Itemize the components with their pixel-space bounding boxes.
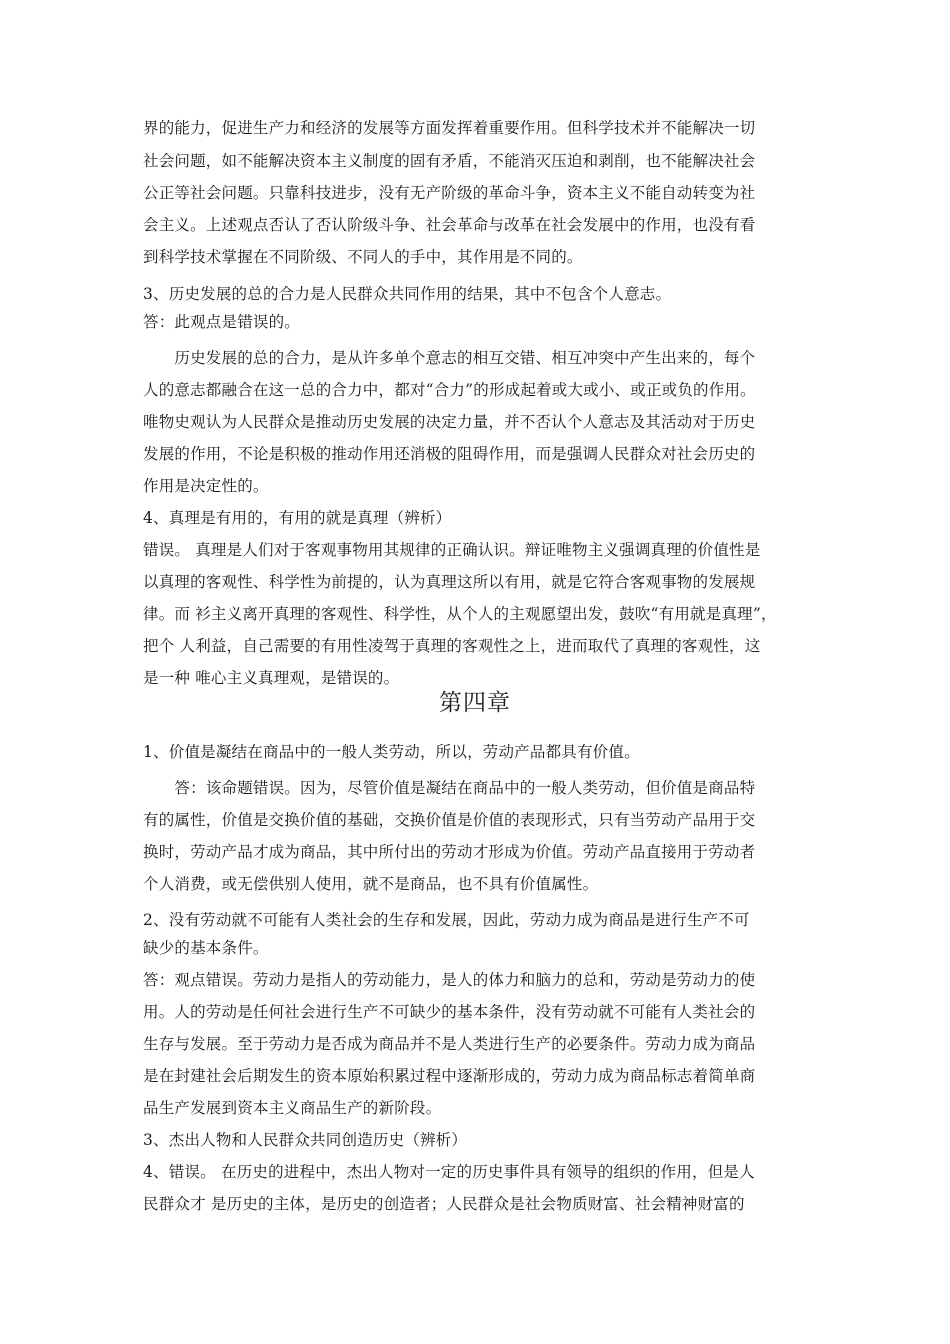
text-line: 到科学技术掌握在不同阶级、不同人的手中，其作用是不同的。 xyxy=(143,248,583,266)
text-line: 是一种 唯心主义真理观，是错误的。 xyxy=(143,669,400,687)
text-line: 品生产发展到资本主义商品生产的新阶段。 xyxy=(143,1099,442,1117)
answer-line: 答：该命题错误。因为，尽管价值是凝结在商品中的一般人类劳动，但价值是商品特 xyxy=(143,779,756,797)
answer-line: 错误。 真理是人们对于客观事物用其规律的正确认识。辩证唯物主义强调真理的价值性是 xyxy=(143,541,761,559)
text-line: 社会问题，如不能解决资本主义制度的固有矛盾，不能消灭压迫和剥削，也不能解决社会 xyxy=(143,152,756,170)
text-line: 律。而 衫主义离开真理的客观性、科学性，从个人的主观愿望出发，鼓吹“有用就是真理”， xyxy=(143,605,777,623)
question-line: 3、杰出人物和人民群众共同创造历史（辨析） xyxy=(143,1131,468,1149)
text-line: 换时，劳动产品才成为商品，其中所付出的劳动才形成为价值。劳动产品直接用于劳动者 xyxy=(143,843,756,861)
question-line: 4、真理是有用的，有用的就是真理（辨析） xyxy=(143,509,452,527)
answer-line: 答：此观点是错误的。 xyxy=(143,313,301,331)
text-line: 人的意志都融合在这一总的合力中，都对“合力”的形成起着或大或小、或正或负的作用。 xyxy=(143,381,756,399)
question-line: 2、没有劳动就不可能有人类社会的生存和发展，因此，劳动力成为商品是进行生产不可 xyxy=(143,911,750,929)
text-line: 公正等社会问题。只靠科技进步，没有无产阶级的革命斗争，资本主义不能自动转变为社 xyxy=(143,184,756,202)
text-line: 民群众才 是历史的主体，是历史的创造者；人民群众是社会物质财富、社会精神财富的 xyxy=(143,1195,745,1213)
text-line: 生存与发展。至于劳动力是否成为商品并不是人类进行生产的必要条件。劳动力成为商品 xyxy=(143,1035,756,1053)
answer-line: 答：观点错误。劳动力是指人的劳动能力，是人的体力和脑力的总和，劳动是劳动力的使 xyxy=(143,971,756,989)
text-line: 以真理的客观性、科学性为前提的，认为真理这所以有用，就是它符合客观事物的发展规 xyxy=(143,573,756,591)
question-line: 3、历史发展的总的合力是人民群众共同作用的结果，其中不包含个人意志。 xyxy=(143,285,672,303)
text-line: 界的能力，促进生产力和经济的发展等方面发挥着重要作用。但科学技术并不能解决一切 xyxy=(143,119,756,137)
text-line: 唯物史观认为人民群众是推动历史发展的决定力量，并不否认个人意志及其活动对于历史 xyxy=(143,413,756,431)
text-line: 缺少的基本条件。 xyxy=(143,939,269,957)
text-line: 历史发展的总的合力，是从许多单个意志的相互交错、相互冲突中产生出来的，每个 xyxy=(143,349,756,367)
question-line: 1、价值是凝结在商品中的一般人类劳动，所以，劳动产品都具有价值。 xyxy=(143,743,640,761)
text-line: 有的属性，价值是交换价值的基础，交换价值是价值的表现形式，只有当劳动产品用于交 xyxy=(143,811,756,829)
text-line: 会主义。上述观点否认了否认阶级斗争、社会革命与改革在社会发展中的作用，也没有看 xyxy=(143,216,756,234)
text-line: 作用是决定性的。 xyxy=(143,477,269,495)
text-line: 个人消费，或无偿供别人使用，就不是商品，也不具有价值属性。 xyxy=(143,875,599,893)
chapter-heading: 第四章 xyxy=(439,690,511,716)
text-line: 发展的作用，不论是积极的推动作用还消极的阻碍作用，而是强调人民群众对社会历史的 xyxy=(143,445,756,463)
text-line: 是在封建社会后期发生的资本原始积累过程中逐渐形成的，劳动力成为商品标志着简单商 xyxy=(143,1067,756,1085)
text-line: 把个 人利益，自己需要的有用性凌驾于真理的客观性之上，进而取代了真理的客观性，这 xyxy=(143,637,761,655)
answer-line: 4、错误。 在历史的进程中，杰出人物对一定的历史事件具有领导的组织的作用，但是人 xyxy=(143,1163,755,1181)
text-line: 用。人的劳动是任何社会进行生产不可缺少的基本条件，没有劳动就不可能有人类社会的 xyxy=(143,1003,756,1021)
